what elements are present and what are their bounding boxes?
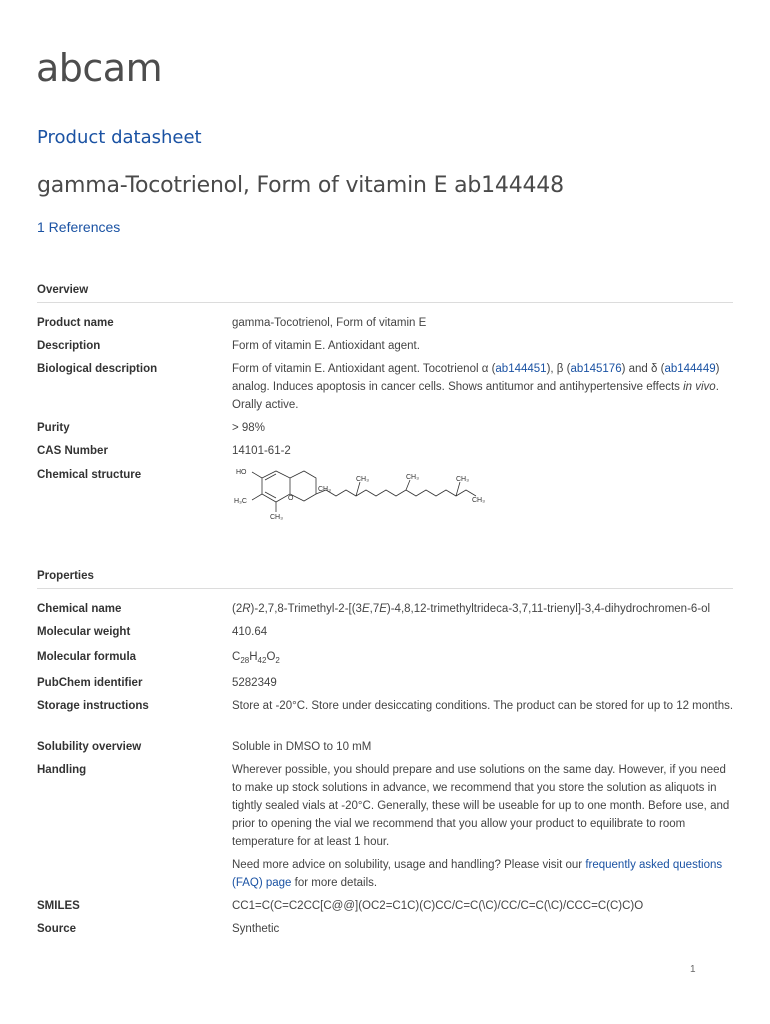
ch3-c-atom: CH₃ [406, 474, 419, 481]
h3c-atom: H₃C [234, 498, 247, 505]
oxygen-atom: O [288, 495, 294, 502]
biological-description-label: Biological description [37, 363, 158, 375]
description-value: Form of vitamin E. Antioxidant agent. [232, 340, 420, 352]
molecular-formula-label: Molecular formula [37, 651, 137, 663]
handling-value [232, 761, 737, 892]
properties-heading: Properties [37, 570, 733, 589]
abcam-logo: abcam [36, 46, 163, 90]
ho-atom: HO [236, 469, 247, 476]
handling-faq-paragraph: Need more advice on solubility, usage and handling? Please visit our frequently asked questions (FAQ) page for more details. [232, 859, 723, 889]
description-label: Description [37, 340, 101, 352]
product-name-value: gamma-Tocotrienol, Form of vitamin E [232, 317, 427, 329]
smiles-value: CC1=C(C=C2CC[C@@](OC2=C1C)(C)CC/C=C(\C)/CC/C=C(\C)/CCC=C(C)C)O [232, 900, 644, 912]
ch3-d-atom: CH₃ [456, 476, 469, 483]
solubility-label: Solubility overview [37, 741, 142, 753]
product-name-label: Product name [37, 317, 114, 329]
purity-label: Purity [37, 422, 70, 434]
molecular-weight-label: Molecular weight [37, 626, 131, 638]
source-value: Synthetic [232, 923, 280, 935]
ab144451-link[interactable]: ab144451 [495, 363, 547, 375]
page-number: 1 [690, 964, 696, 975]
overview-heading: Overview [37, 284, 733, 303]
ab145176-link[interactable]: ab145176 [570, 363, 622, 375]
storage-value: Store at -20°C. Store under desiccating conditions. The product can be stored for up to 12 months. [232, 700, 734, 712]
chemical-name-value: (2R)-2,7,8-Trimethyl-2-[(3E,7E)-4,8,12-trimethyltrideca-3,7,11-trienyl]-3,4-dihydrochromen-6-ol [232, 603, 711, 615]
cas-number-value: 14101-61-2 [232, 445, 291, 457]
ch3-b-atom: CH₃ [356, 476, 369, 483]
pubchem-label: PubChem identifier [37, 677, 143, 689]
handling-label: Handling [37, 764, 87, 776]
datasheet-title: Product datasheet [37, 127, 202, 148]
product-title: gamma-Tocotrienol, Form of vitamin E ab144448 [37, 173, 564, 198]
ch3-a-atom: CH₃ [318, 486, 331, 493]
ch3-bottom-atom: CH₃ [270, 514, 283, 521]
ab144449-link[interactable]: ab144449 [664, 363, 716, 375]
chemical-structure-label: Chemical structure [37, 469, 142, 481]
smiles-label: SMILES [37, 900, 80, 912]
source-label: Source [37, 923, 76, 935]
biological-description-value: Form of vitamin E. Antioxidant agent. Tocotrienol α (ab144451), β (ab145176) and δ (ab144449) analog. Induces apoptosis in cancer cells. Shows antitumor and antihypertensive effects in vivo. Orally active. [232, 363, 720, 411]
chemical-name-label: Chemical name [37, 603, 122, 615]
pubchem-value: 5282349 [232, 677, 277, 689]
storage-label: Storage instructions [37, 700, 149, 712]
cas-number-label: CAS Number [37, 445, 108, 457]
ch3-tail-atom: CH₃ [472, 497, 485, 504]
molecular-formula-value: $C_{28}H_{42}O_2$ [232, 651, 280, 665]
handling-paragraph: Wherever possible, you should prepare and use solutions on the same day. However, if you need to make up stock solutions in advance, we recommend that you store the solution as aliquots in tightly sealed vials at -20°C. Generally, these will be useable for up to one month. Before use, and prior to opening the vial we recommend that you allow your product to equilibrate to room temperature for at least 1 hour. [232, 764, 730, 848]
solubility-value: Soluble in DMSO to 10 mM [232, 741, 372, 753]
purity-value: > 98% [232, 422, 265, 434]
references-link[interactable]: 1 References [37, 219, 121, 235]
faq-link[interactable]: frequently asked questions (FAQ) page [232, 859, 723, 889]
molecular-weight-value: 410.64 [232, 626, 268, 638]
